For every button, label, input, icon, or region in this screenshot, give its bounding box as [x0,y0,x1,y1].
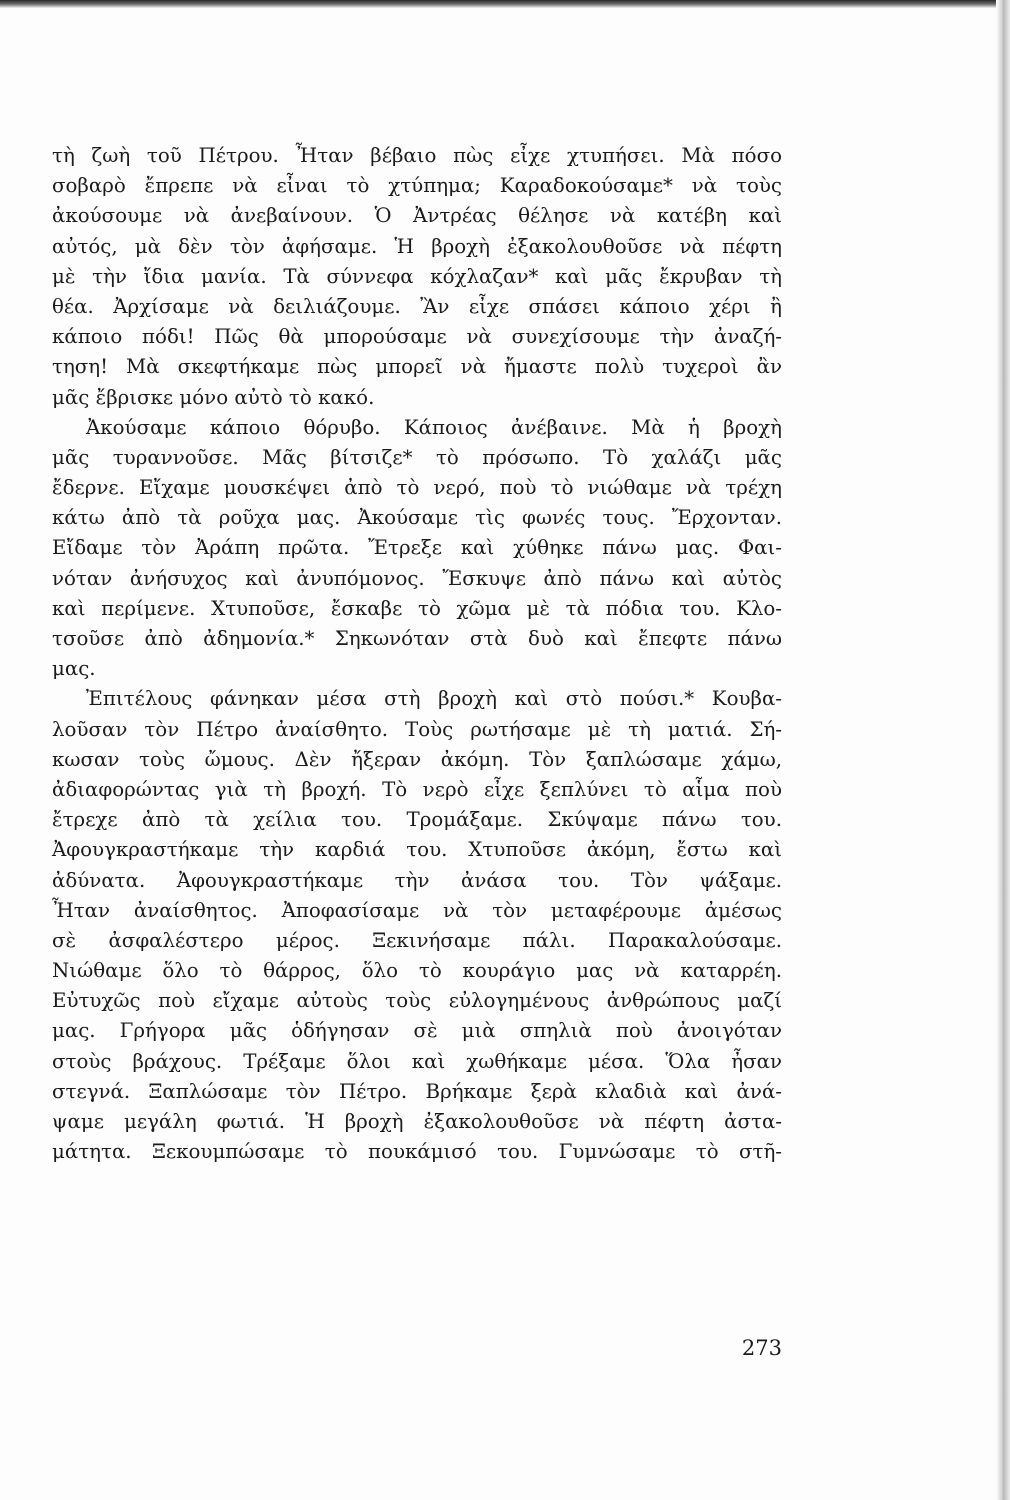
text-line: μάτητα. Ξεκουμπώσαμε τὸ πουκάμισό του. Γυμνώσαμε τὸ στῆ- [52,1140,782,1164]
page-number: 273 [741,1336,782,1360]
text-line: αὐτός, μὰ δὲν τὸν ἀφήσαμε. Ἡ βροχὴ ἐξακολουθοῦσε νὰ πέφτη [52,234,782,258]
text-line: Νιώθαμε ὅλο τὸ θάρρος, ὅλο τὸ κουράγιο μας νὰ καταρρέη. [52,959,782,983]
text-line: μᾶς ἔβρισκε μόνο αὐτὸ τὸ κακό. [52,385,375,409]
text-line: ψαμε μεγάλη φωτιά. Ἡ βροχὴ ἐξακολουθοῦσε νὰ πέφτη ἀστα- [52,1110,782,1133]
text-line: σὲ ἀσφαλέστερο μέρος. Ξεκινήσαμε πάλι. Παρακαλούσαμε. [52,928,782,952]
scan-edge-top [0,0,1010,8]
text-line: ἔδερνε. Εἴχαμε μουσκέψει ἀπὸ τὸ νερό, ποὺ τὸ νιώθαμε νὰ τρέχη [52,476,782,500]
text-line: Εὐτυχῶς ποὺ εἴχαμε αὐτοὺς τοὺς εὐλογημένους ἀνθρώπους μαζί [52,989,782,1013]
text-line: τὴ ζωὴ τοῦ Πέτρου. Ἦταν βέβαιο πὼς εἶχε χτυπήσει. Μὰ πόσο [52,144,782,167]
text-line: τηση! Μὰ σκεφτήκαμε πὼς μπορεῖ νὰ ἤμαστε πολὺ τυχεροὶ ἂν [52,355,782,379]
text-line: μας. [52,657,96,681]
text-line: Ἀφουγκραστήκαμε τὴν καρδιά του. Χτυποῦσε ἀκόμη, ἔστω καὶ [52,838,782,862]
text-line: Ἦταν ἀναίσθητος. Ἀποφασίσαμε νὰ τὸν μεταφέρουμε ἀμέσως [52,898,782,922]
text-line: στεγνά. Ξαπλώσαμε τὸν Πέτρο. Βρήκαμε ξερὰ κλαδιὰ καὶ ἀνά- [52,1079,782,1103]
text-line: τσοῦσε ἀπὸ ἀδημονία.* Σηκωνόταν στὰ δυὸ καὶ ἔπεφτε πάνω [52,627,782,650]
text-line: σοβαρὸ ἔπρεπε νὰ εἶναι τὸ χτύπημα; Καραδοκούσαμε* νὰ τοὺς [52,174,782,198]
text-line: κάτω ἀπὸ τὰ ροῦχα μας. Ἀκούσαμε τὶς φωνές τους. Ἔρχονταν. [52,506,782,530]
text-line: ἔτρεχε ἀπὸ τὰ χείλια του. Τρομάξαμε. Σκύψαμε πάνω του. [52,808,782,832]
text-line: νόταν ἀνήσυχος καὶ ἀνυπόμονος. Ἔσκυψε ἀπὸ πάνω καὶ αὐτὸς [52,566,782,590]
text-line: κωσαν τοὺς ὤμους. Δὲν ἤξεραν ἀκόμη. Τὸν ξαπλώσαμε χάμω, [52,747,782,771]
text-line: λοῦσαν τὸν Πέτρο ἀναίσθητο. Τοὺς ρωτήσαμε μὲ τὴ ματιά. Σή- [52,717,782,741]
text-line: μας. Γρήγορα μᾶς ὁδήγησαν σὲ μιὰ σπηλιὰ ποὺ ἀνοιγόταν [52,1019,782,1043]
text-line: θέα. Ἀρχίσαμε νὰ δειλιάζουμε. Ἂν εἶχε σπάσει κάποιο χέρι ἢ [52,294,782,318]
text-line: ἀκούσουμε νὰ ἀνεβαίνουν. Ὁ Ἀντρέας θέλησε νὰ κατέβη καὶ [52,204,782,228]
body-text [52,141,782,1167]
scan-edge-right [996,0,1010,1500]
text-line: ἀδύνατα. Ἀφουγκραστήκαμε τὴν ἀνάσα του. Τὸν ψάξαμε. [52,868,782,892]
text-line: κάποιο πόδι! Πῶς θὰ μπορούσαμε νὰ συνεχίσουμε τὴν ἀναζή- [52,325,782,349]
text-line: μᾶς τυραννοῦσε. Μᾶς βίτσιζε* τὸ πρόσωπο. Τὸ χαλάζι μᾶς [52,445,782,469]
text-line: στοὺς βράχους. Τρέξαμε ὅλοι καὶ χωθήκαμε μέσα. Ὅλα ἦσαν [52,1049,782,1073]
text-line: μὲ τὴν ἴδια μανία. Τὰ σύννεφα κόχλαζαν* καὶ μᾶς ἔκρυβαν τὴ [52,264,782,288]
text-line: καὶ περίμενε. Χτυποῦσε, ἔσκαβε τὸ χῶμα μὲ τὰ πόδια του. Κλο- [52,596,782,620]
text-line: Ἀκούσαμε κάποιο θόρυβο. Κάποιος ἀνέβαινε. Μὰ ἡ βροχὴ [86,415,782,439]
text-line: Ἐπιτέλους φάνηκαν μέσα στὴ βροχὴ καὶ στὸ πούσι.* Κουβα- [86,687,782,711]
text-line: ἀδιαφορώντας γιὰ τὴ βροχή. Τὸ νερὸ εἶχε ξεπλύνει τὸ αἷμα ποὺ [52,777,782,801]
text-line: Εἴδαμε τὸν Ἀράπη πρῶτα. Ἔτρεξε καὶ χύθηκε πάνω μας. Φαι- [52,536,782,560]
